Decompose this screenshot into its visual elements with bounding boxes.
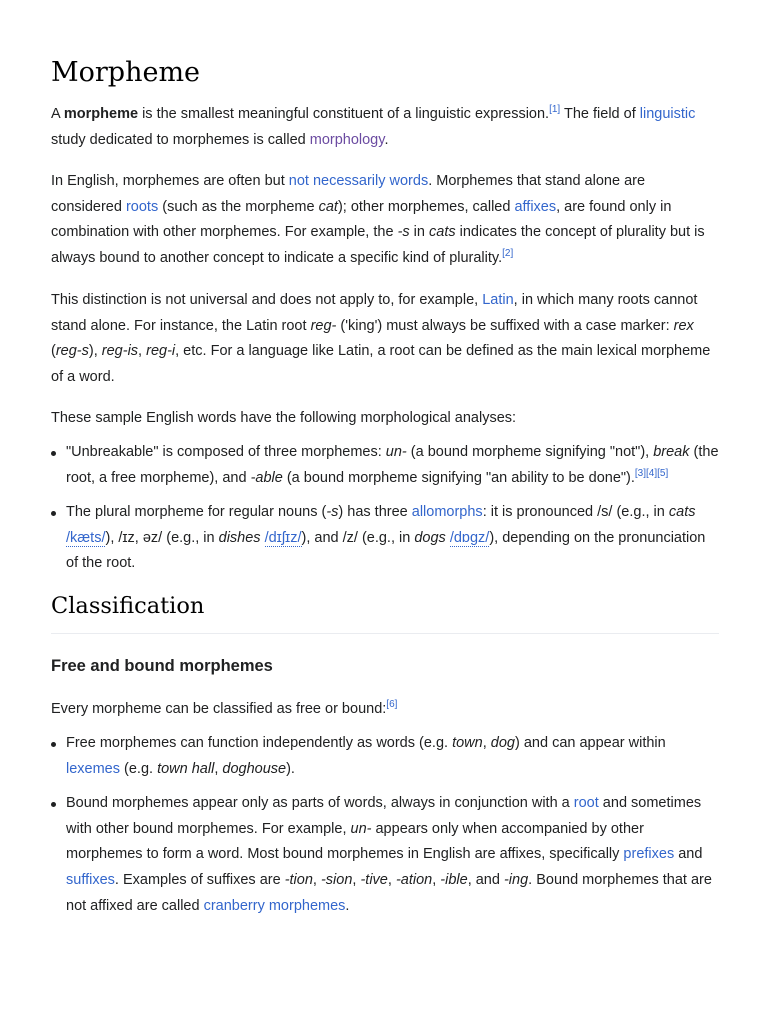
italic-term: doghouse bbox=[222, 760, 287, 777]
subsection-heading-free-bound: Free and bound morphemes bbox=[51, 657, 273, 675]
text: is the smallest meaningful constituent of a linguistic expression. bbox=[138, 106, 550, 122]
link-allomorphs[interactable]: allomorphs bbox=[411, 504, 483, 521]
italic-term: dishes bbox=[218, 529, 261, 546]
italic-term: -tion bbox=[284, 871, 313, 888]
text: , and bbox=[467, 871, 504, 888]
italic-term: reg-s bbox=[55, 343, 89, 360]
link-cranberry-morphemes[interactable]: cranberry morphemes bbox=[203, 897, 346, 914]
text: . Bound morphemes that are not affixed are called bbox=[66, 871, 712, 914]
list-item-free bbox=[51, 731, 719, 782]
italic-term: -tive bbox=[360, 871, 388, 888]
italic-term: -sion bbox=[320, 871, 353, 888]
italic-term: reg- bbox=[310, 317, 337, 334]
classified-paragraph bbox=[51, 697, 719, 723]
text: indicates the concept of plurality but is always bound to another concept to indicate a specific kind of plurality. bbox=[51, 224, 705, 266]
link-not-necessarily-words[interactable]: not necessarily words bbox=[288, 173, 429, 189]
english-paragraph bbox=[51, 169, 719, 271]
italic-term: cats bbox=[429, 224, 456, 241]
list-item-bound bbox=[51, 791, 719, 919]
text: , bbox=[312, 871, 321, 888]
text: Free morphemes can function independently as words (e.g. bbox=[66, 735, 453, 751]
text: In English, morphemes are often but bbox=[51, 173, 289, 189]
text: (such as the morpheme bbox=[158, 198, 319, 215]
list-item bbox=[51, 500, 719, 577]
link-suffixes[interactable]: suffixes bbox=[66, 871, 115, 888]
bold-term: morpheme bbox=[63, 106, 139, 122]
text: ( bbox=[51, 343, 56, 360]
intro-paragraph bbox=[51, 102, 719, 153]
italic-term: town hall bbox=[157, 760, 215, 777]
text: This distinction is not universal and does not apply to, for example, bbox=[51, 292, 483, 308]
italic-term: town bbox=[452, 735, 483, 751]
text: A bbox=[51, 106, 64, 122]
link-root[interactable]: root bbox=[573, 795, 599, 812]
text: , bbox=[352, 871, 361, 888]
italic-term: cat bbox=[318, 198, 338, 215]
text: , bbox=[432, 871, 441, 888]
reference-link[interactable]: [2] bbox=[502, 247, 514, 259]
text: (a bound morpheme signifying "an ability to be done"). bbox=[282, 469, 635, 486]
text: ); other morphemes, called bbox=[337, 198, 515, 215]
text: . bbox=[345, 897, 350, 914]
italic-term: -ing bbox=[503, 871, 529, 888]
text: The field of bbox=[560, 106, 640, 122]
text: . Morphemes that stand alone are considered bbox=[51, 173, 646, 215]
text: Bound morphemes appear only as parts of words, always in conjunction with a bbox=[66, 795, 574, 812]
text: . Examples of suffixes are bbox=[114, 871, 285, 888]
reference-link[interactable]: [6] bbox=[386, 699, 398, 711]
text: , bbox=[138, 343, 147, 360]
page-title: Morpheme bbox=[51, 57, 201, 88]
samples-list bbox=[51, 440, 719, 577]
ipa-link[interactable]: /dɪʃɪz/ bbox=[264, 529, 302, 546]
text: The plural morpheme for regular nouns ( bbox=[66, 504, 327, 521]
text: (a bound morpheme signifying "not"), bbox=[406, 444, 654, 460]
italic-term: reg-is bbox=[101, 343, 139, 360]
text: ), and /z/ (e.g., in bbox=[301, 529, 415, 546]
text: ) has three bbox=[338, 504, 412, 521]
section-heading-classification: Classification bbox=[51, 593, 205, 619]
italic-term: rex bbox=[673, 317, 694, 334]
text: study dedicated to morphemes is called bbox=[51, 131, 310, 148]
link-latin[interactable]: Latin bbox=[482, 292, 514, 308]
reference-links[interactable]: [3][4][5] bbox=[634, 467, 669, 479]
classes-list bbox=[51, 731, 719, 919]
text: ), bbox=[88, 343, 102, 360]
link-prefixes[interactable]: prefixes bbox=[623, 846, 675, 863]
link-morphology[interactable]: morphology bbox=[309, 131, 385, 148]
text: . bbox=[384, 131, 389, 148]
link-linguistic[interactable]: linguistic bbox=[639, 106, 696, 122]
text: ), depending on the pronunciation of the root. bbox=[66, 529, 706, 572]
italic-term: cats bbox=[668, 504, 696, 521]
text: "Unbreakable" is composed of three morphemes: bbox=[66, 444, 386, 460]
italic-term: -ation bbox=[395, 871, 433, 888]
italic-term: -ible bbox=[440, 871, 468, 888]
link-roots[interactable]: roots bbox=[125, 198, 159, 215]
text: ('king') must always be suffixed with a case marker: bbox=[336, 317, 674, 334]
link-lexemes[interactable]: lexemes bbox=[66, 760, 120, 777]
text: , bbox=[214, 760, 223, 777]
list-item bbox=[51, 440, 719, 491]
italic-term: -able bbox=[250, 469, 283, 486]
section-divider bbox=[51, 633, 719, 634]
italic-term: dog bbox=[490, 735, 515, 751]
text: , bbox=[482, 735, 491, 751]
ipa-link[interactable]: /kæts/ bbox=[66, 529, 106, 546]
text: , in which many roots cannot stand alone. For instance, the Latin root bbox=[51, 292, 698, 334]
italic-term: un- bbox=[385, 444, 407, 460]
text: and bbox=[674, 846, 703, 863]
text: in bbox=[409, 224, 429, 241]
text: appears only when accompanied by other morphemes to form a word. Most bound morphemes in English are affixes, specifically bbox=[66, 820, 644, 863]
reference-link[interactable]: [1] bbox=[549, 104, 561, 116]
italic-term: reg-i bbox=[146, 343, 176, 360]
text: (e.g. bbox=[120, 760, 158, 777]
italic-term: -s bbox=[326, 504, 339, 521]
link-affixes[interactable]: affixes bbox=[514, 198, 557, 215]
italic-term: un- bbox=[350, 820, 372, 837]
text: ) and can appear within bbox=[514, 735, 666, 751]
text: (the root, a free morpheme), and bbox=[66, 444, 719, 486]
samples-intro-paragraph: These sample English words have the following morphological analyses: bbox=[51, 410, 517, 426]
text: , are found only in combination with other morphemes. For example, the bbox=[51, 198, 672, 241]
text: Every morpheme can be classified as free or bound: bbox=[51, 701, 387, 717]
text bbox=[261, 530, 265, 546]
text: and sometimes with other bound morphemes. For example, bbox=[66, 795, 702, 837]
text: ). bbox=[286, 760, 295, 777]
italic-term: break bbox=[653, 444, 690, 460]
text: , etc. For a language like Latin, a root can be defined as the main lexical morpheme of a word. bbox=[51, 343, 711, 385]
text: , bbox=[387, 871, 396, 888]
latin-paragraph bbox=[51, 288, 719, 390]
text: ), /ɪz, əz/ (e.g., in bbox=[105, 529, 219, 546]
italic-term: dogs bbox=[414, 529, 446, 546]
text: : it is pronounced /s/ (e.g., in bbox=[482, 504, 669, 521]
italic-term: -s bbox=[397, 224, 410, 241]
ipa-link[interactable]: /dɒɡz/ bbox=[449, 529, 490, 546]
